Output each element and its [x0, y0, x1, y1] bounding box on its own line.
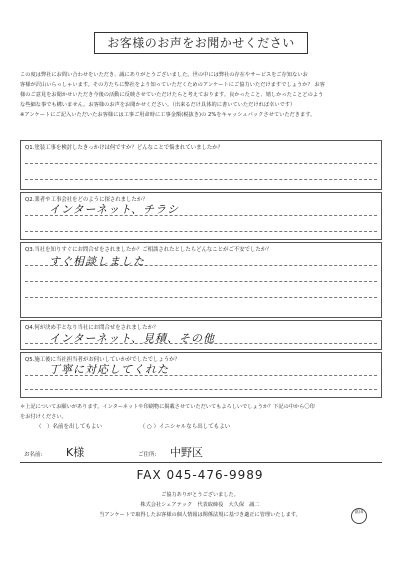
answer-line: [25, 231, 377, 232]
publication-note: [20, 402, 382, 422]
question-4-box[interactable]: [20, 320, 382, 350]
answer-line: [25, 281, 377, 282]
question-5-box[interactable]: [20, 352, 382, 398]
footer-company: 株式会社シェアテック 代表取締役 大久保 誠二: [140, 502, 260, 508]
intro-line: な些細な事でも構いません。お客様のお声をお聞かせください。（出来るだけ具体的に書いていただければ幸いです）: [20, 102, 296, 108]
name-value[interactable]: K様: [66, 446, 85, 459]
address-value[interactable]: 中野区: [170, 446, 203, 459]
question-2-box[interactable]: [20, 192, 382, 240]
question-2-answer: インターネット、チラシ: [49, 203, 180, 216]
question-1-box[interactable]: [20, 140, 382, 190]
question-3-box[interactable]: [20, 242, 382, 318]
answer-line: [25, 389, 377, 390]
answer-line: [25, 179, 377, 180]
footer: [0, 490, 400, 520]
question-3-text: Q3.当社を知りすぐにお問合せをされましたか？ご相談されたとしたらどんなことがご不安でしたか？: [25, 247, 272, 253]
question-1-text: Q1.塗装工事を検討したきっかけは何ですか？どんなことで悩まれていましたか？: [25, 145, 224, 151]
form-title: お客様のお声をお聞かせください: [94, 32, 308, 54]
intro-line: ※アンケートにご記入いただいたお客様には工事ご用命時に工事金額(税抜き)の 2%をキャッシュバックさせていただきます。: [20, 112, 316, 118]
note-line: ＊上記についてお願いがあります。インターネットや印刷物に掲載させていただいてもよろしいでしょうか？下記の中から〇印: [20, 404, 315, 410]
question-4-text: Q4.何が決め手となり当社にお問合せをされましたか？: [25, 325, 159, 331]
option-full-name[interactable]: （ ）名前を出してもよい: [36, 424, 103, 430]
publish-options: [36, 422, 266, 430]
intro-text: [20, 70, 382, 120]
seal-stamp: 富田: [351, 508, 367, 524]
intro-line: この度は弊社にお問い合わせをいただき、誠にありがとうございました。世の中には弊社の存在やサービスをご存知ないお: [20, 72, 308, 78]
name-label: お名前:: [24, 452, 43, 458]
fax-number: FAX 045-476-9989: [136, 468, 264, 482]
question-5-answer: 丁寧に対応してくれた: [49, 363, 169, 376]
footer-thanks: ご協力ありがとうございました。: [161, 492, 239, 498]
question-5-text: Q5.施工後に当社担当者がお伺いしていかがでしたでしょうか？: [25, 357, 180, 363]
customer-info-row: [20, 442, 382, 463]
option-initials[interactable]: （ ○ ）イニシャルなら出してもよい: [139, 424, 231, 430]
footer-privacy: 当アンケートで取得したお客様の個人情報は関係法規に基づき適正に管理いたします。: [99, 512, 301, 518]
address-label: ご住所:: [138, 452, 157, 458]
intro-line: 様のご意見をお聞かせいただき今後の活動に反映させていただけたらと考えております。良かったこと、嬉しかったことどのよう: [20, 92, 324, 98]
note-line: をお付けください。: [20, 414, 67, 420]
question-4-answer: インターネット、見積、その他: [49, 332, 216, 345]
answer-line: [25, 297, 377, 298]
question-3-answer: すぐ相談しました: [49, 255, 145, 268]
question-2-text: Q2.業者や工事会社をどのように探されましたか？: [25, 197, 148, 203]
answer-line: [25, 163, 377, 164]
intro-line: 客様が沢山いらっしゃいます。その方たちに弊社をより知っていただくためのアンケートにご協力いただけますでしょうか？ お客: [20, 82, 325, 88]
